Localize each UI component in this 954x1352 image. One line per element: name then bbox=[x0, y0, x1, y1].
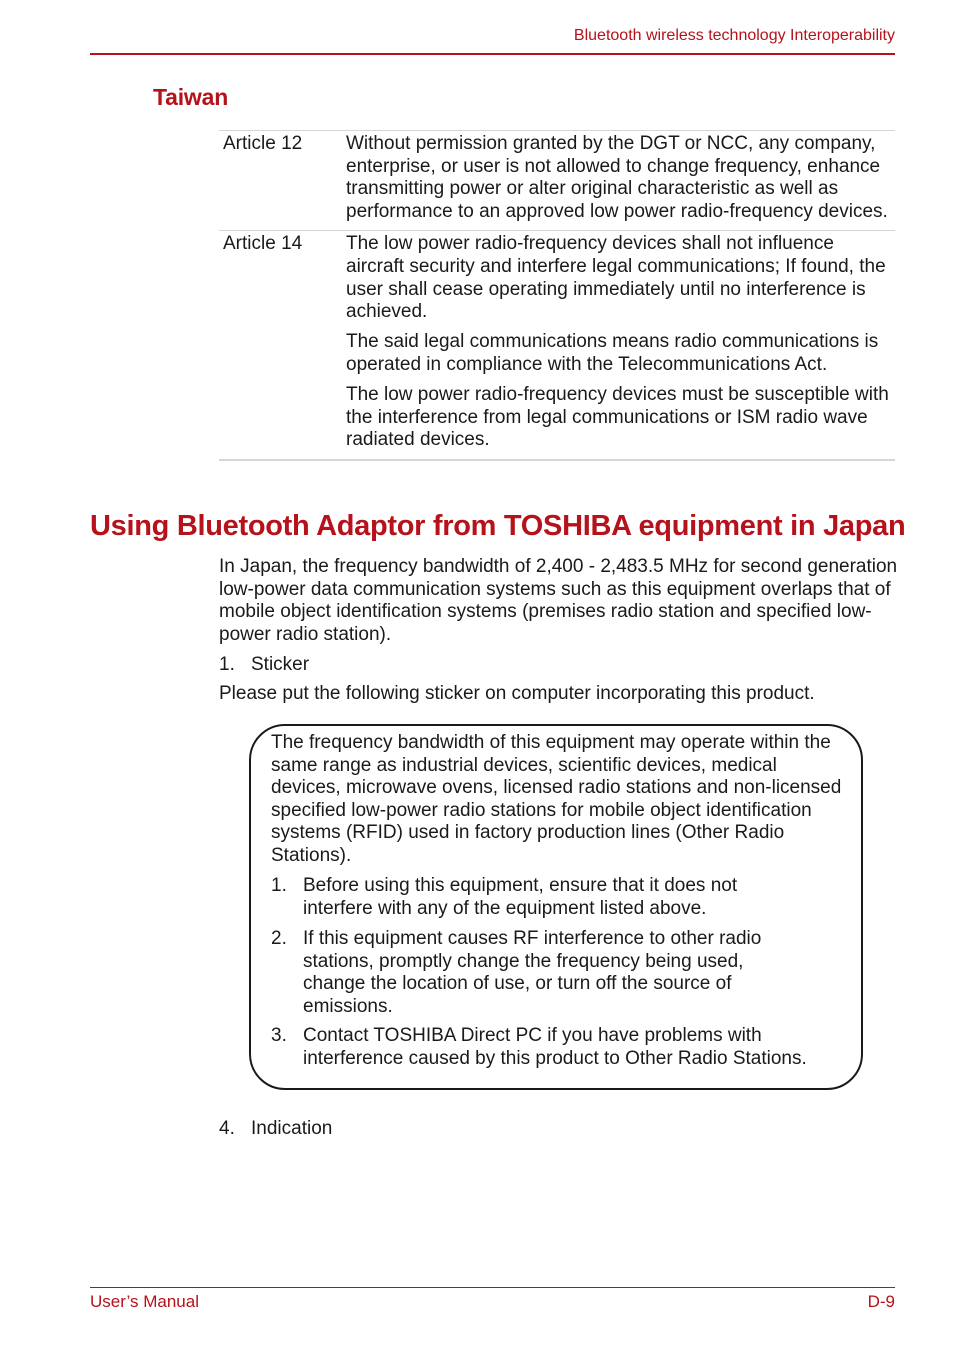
table-row bbox=[219, 230, 895, 460]
article-paragraph: Without permission granted by the DGT or NCC, any company, enterprise, or user is not allowed to change frequency, enhance transmitting power or alter original characteristic as well as performance to an approved low power radio-frequency devices. bbox=[346, 133, 888, 222]
section-heading-taiwan: Taiwan bbox=[153, 84, 229, 110]
taiwan-articles-table bbox=[219, 130, 895, 461]
article-label: Article 12 bbox=[223, 133, 303, 154]
footer-manual-title: User’s Manual bbox=[90, 1292, 199, 1311]
list-number: 1. bbox=[219, 654, 235, 675]
table-row bbox=[219, 130, 895, 230]
footer-rule bbox=[90, 1287, 895, 1288]
running-header: Bluetooth wireless technology Interoperability bbox=[573, 27, 895, 44]
list-number: 1. bbox=[271, 875, 287, 896]
article-paragraph: The low power radio-frequency devices shall not influence aircraft security and interfere legal communications; If found, the user shall cease operating immediately until no interference is achieved. bbox=[346, 233, 886, 323]
sticker-list-item bbox=[271, 875, 861, 920]
article-label: Article 14 bbox=[223, 233, 303, 255]
sticker-list-item bbox=[271, 928, 861, 1018]
article-body bbox=[346, 133, 895, 223]
header-rule bbox=[90, 53, 895, 55]
list-number: 3. bbox=[271, 1025, 287, 1046]
sticker-intro-text: The frequency bandwidth of this equipment may operate within the same range as industrial devices, scientific devices, medical devices, microwave ovens, licensed radio stations and non-licensed specified low-power radio stations for mobile object identification systems (RFID) used in factory production lines (Other Radio Stations). bbox=[271, 732, 842, 866]
list-text: Before using this equipment, ensure that it does not interfere with any of the equipment listed above. bbox=[303, 875, 738, 919]
japan-intro-paragraph: In Japan, the frequency bandwidth of 2,400 - 2,483.5 MHz for second generation low-power data communication systems such as this equipment overlaps that of mobile object identification systems (premises radio station and specified low-power radio station). bbox=[219, 556, 898, 645]
list-label: Sticker bbox=[251, 654, 310, 675]
article-paragraph: The said legal communications means radio communications is operated in compliance with the Telecommunications Act. bbox=[346, 331, 879, 375]
list-number: 4. bbox=[219, 1118, 235, 1139]
sticker-list-item bbox=[271, 1025, 861, 1070]
section-heading-japan: Using Bluetooth Adaptor from TOSHIBA equipment in Japan bbox=[90, 510, 906, 542]
list-item-indication bbox=[219, 1118, 332, 1141]
list-item-sticker bbox=[219, 654, 309, 677]
list-label: Indication bbox=[251, 1118, 333, 1139]
article-paragraph: The low power radio-frequency devices must be susceptible with the interference from legal communications or ISM radio wave radiated devices. bbox=[346, 383, 889, 451]
sticker-instruction: Please put the following sticker on computer incorporating this product. bbox=[219, 683, 815, 704]
page-number: D-9 bbox=[867, 1292, 895, 1311]
list-text: Contact TOSHIBA Direct PC if you have problems with interference caused by this product to Other Radio Stations. bbox=[303, 1025, 807, 1069]
list-number: 2. bbox=[271, 928, 287, 949]
article-body bbox=[346, 233, 895, 451]
list-text: If this equipment causes RF interference to other radio stations, promptly change the frequency being used, change the location of use, or turn off the source of emissions. bbox=[303, 928, 762, 1017]
